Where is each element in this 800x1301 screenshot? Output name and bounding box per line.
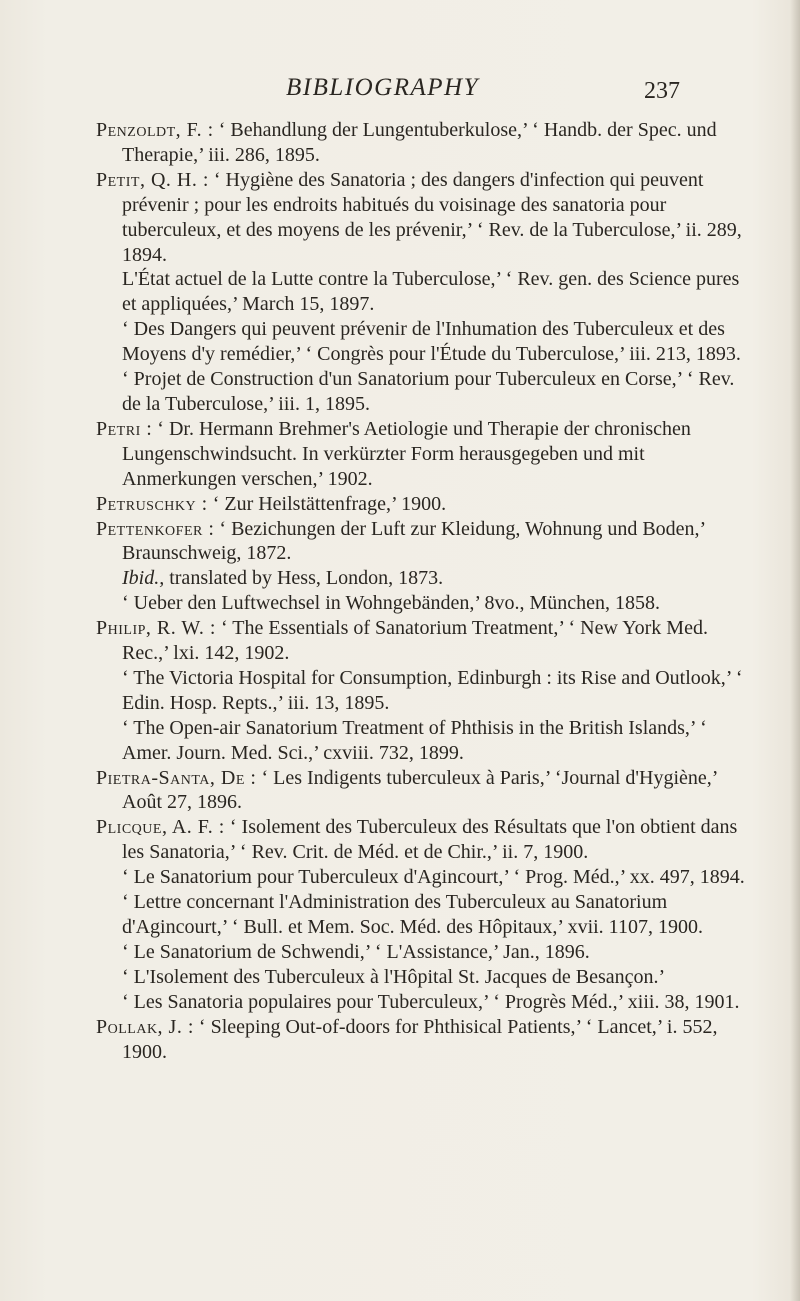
entry-text: ‘ Le Sanatorium pour Tuberculeux d'Agincourt,’ ‘ Prog. Méd.,’ xx. 497, 1894. (122, 866, 745, 889)
bibliography-subentry (96, 566, 756, 591)
entry-text: ‘ The Essentials of Sanatorium Treatment,’ ‘ New York Med. Rec.,’ lxi. 142, 1902. (122, 617, 708, 665)
bibliography-entry (96, 766, 756, 816)
bibliography-subentry (96, 317, 756, 367)
entry-text: ‘ Des Dangers qui peuvent prévenir de l'Inhumation des Tuberculeux et des Moyens d'y remédier,’ ‘ Congrès pour l'Étude du Tuberculose,’ iii. 213, 1893. (122, 318, 741, 366)
bibliography-subentry (96, 267, 756, 317)
bibliography-list (96, 118, 756, 1064)
entry-author: Petit, Q. H. : (96, 168, 209, 191)
entry-text: ‘ Bezichungen der Luft zur Kleidung, Wohnung und Boden,’ Braunschweig, 1872. (122, 517, 705, 565)
entry-author: Petri : (96, 417, 153, 440)
page-header (0, 72, 800, 112)
entry-author: Pietra-Santa, De : (96, 766, 257, 789)
entry-author: Pettenkofer : (96, 517, 215, 540)
bibliography-entry (96, 616, 756, 666)
bibliography-entry (96, 492, 756, 517)
entry-text: ‘ Hygiène des Sanatoria ; des dangers d'infection qui peuvent prévenir ; pour les endroits habitués du voisinage des sanatoria pour tuberculeux, et des moyens de les prévenir,’ ‘ Rev. de la Tuberculose,’ ii. 289, 1894. (122, 168, 742, 266)
entry-text: L'État actuel de la Lutte contre la Tuberculose,’ ‘ Rev. gen. des Science pures et appliquées,’ March 15, 1897. (122, 268, 740, 316)
running-title: BIBLIOGRAPHY (286, 74, 479, 101)
entry-text: ‘ Sleeping Out-of-doors for Phthisical Patients,’ ‘ Lancet,’ i. 552, 1900. (122, 1015, 718, 1063)
entry-text: ‘ Isolement des Tuberculeux des Résultats que l'on obtient dans les Sanatoria,’ ‘ Rev. Crit. de Méd. et de Chir.,’ ii. 7, 1900. (122, 816, 738, 864)
bibliography-subentry (96, 666, 756, 716)
bibliography-entry (96, 1015, 756, 1065)
bibliography-subentry (96, 591, 756, 616)
entry-text: ‘ Behandlung der Lungentuberkulose,’ ‘ Handb. der Spec. und Therapie,’ iii. 286, 1895. (122, 119, 717, 166)
bibliography-entry (96, 517, 756, 567)
entry-text: ‘ Dr. Hermann Brehmer's Aetiologie und Therapie der chronischen Lungenschwindsucht. In verkürzter Form herausgegeben und mit Anmerkungen verschen,’ 1902. (122, 417, 691, 490)
entry-author: Pollak, J. : (96, 1015, 194, 1038)
entry-text: ‘ The Victoria Hospital for Consumption, Edinburgh : its Rise and Outlook,’ ‘ Edin. Hosp. Repts.,’ iii. 13, 1895. (122, 666, 743, 714)
entry-text: ‘ L'Isolement des Tuberculeux à l'Hôpital St. Jacques de Besançon.’ (122, 965, 666, 988)
entry-author: Petruschky : (96, 492, 208, 515)
entry-text: ‘ Lettre concernant l'Administration des Tuberculeux au Sanatorium d'Agincourt,’ ‘ Bull. et Mem. Soc. Méd. des Hôpitaux,’ xvii. 1107, 1900. (122, 891, 703, 938)
entry-text: ‘ The Open-air Sanatorium Treatment of Phthisis in the British Islands,’ ‘ Amer. Journ. Med. Sci.,’ cxviii. 732, 1899. (122, 716, 707, 764)
entry-text: ‘ Zur Heilstättenfrage,’ 1900. (207, 492, 447, 515)
bibliography-subentry (96, 716, 756, 766)
entry-text: ‘ Ueber den Luftwechsel in Wohngebänden,’ 8vo., München, 1858. (122, 592, 661, 615)
entry-text: ‘ Le Sanatorium de Schwendi,’ ‘ L'Assistance,’ Jan., 1896. (122, 940, 590, 963)
entry-text: ‘ Les Indigents tuberculeux à Paris,’ ‘Journal d'Hygiène,’ Août 27, 1896. (122, 766, 717, 814)
bibliography-subentry (96, 367, 756, 417)
bibliography-subentry (96, 990, 756, 1015)
entry-author: Penzoldt, F. : (96, 119, 214, 141)
bibliography-subentry (96, 940, 756, 965)
bibliography-entry (96, 118, 756, 168)
entry-text: translated by Hess, London, 1873. (164, 567, 444, 590)
entry-text: ‘ Projet de Construction d'un Sanatorium pour Tuberculeux en Corse,’ ‘ Rev. de la Tuberculose,’ iii. 1, 1895. (122, 368, 735, 415)
entry-author: Plicque, A. F. : (96, 816, 225, 839)
page-number: 237 (644, 78, 680, 104)
entry-text: ‘ Les Sanatoria populaires pour Tuberculeux,’ ‘ Progrès Méd.,’ xiii. 38, 1901. (122, 990, 740, 1013)
entry-author: Philip, R. W. : (96, 617, 216, 640)
ibid-mark: Ibid., (122, 567, 165, 590)
bibliography-entry (96, 417, 756, 492)
bibliography-entry (96, 815, 756, 865)
bibliography-subentry (96, 890, 756, 940)
page-edge-shadow (790, 0, 800, 1301)
bibliography-entry (96, 168, 756, 268)
bibliography-subentry (96, 965, 756, 990)
bibliography-subentry (96, 865, 756, 890)
